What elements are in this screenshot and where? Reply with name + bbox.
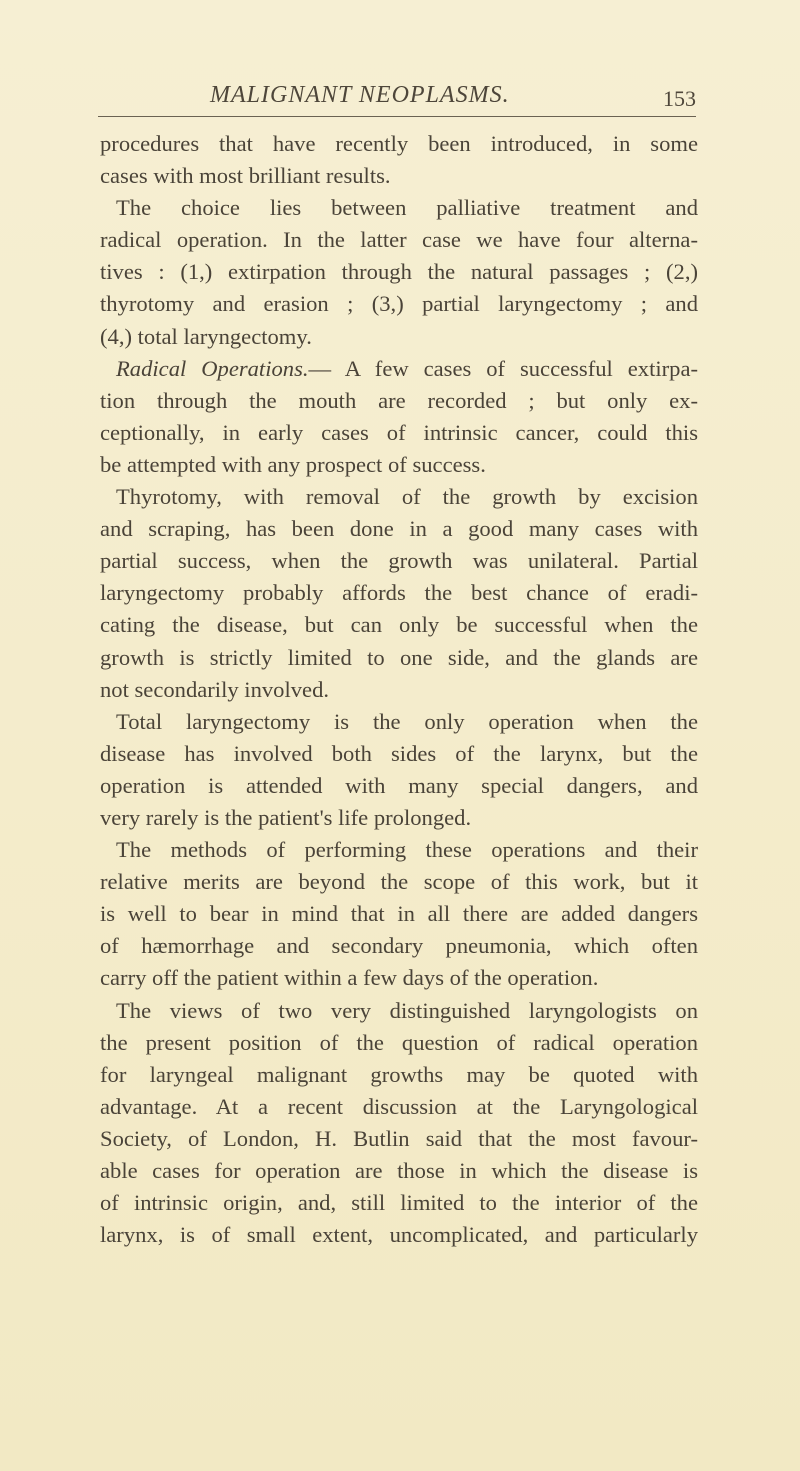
text-line: procedures that have recently been introduced, in some	[100, 131, 698, 156]
text-line: Total laryngectomy is the only operation when the	[116, 708, 698, 734]
text-line: (4,) total laryngectomy.	[100, 323, 312, 349]
text-line: Society, of London, H. Butlin said that the most favour-	[100, 1125, 698, 1151]
text-line: larynx, is of small extent, uncomplicated, and particularly	[100, 1222, 698, 1248]
text-line: disease has involved both sides of the larynx, but the	[100, 740, 698, 766]
text-line: not secondarily involved.	[100, 676, 330, 702]
text-line: ceptionally, in early cases of intrinsic cancer, could this	[100, 419, 698, 445]
header-rule	[98, 116, 696, 117]
text-line: and scraping, has been done in a good many cases with	[100, 516, 698, 542]
text-line: able cases for operation are those in which the disease is	[100, 1158, 698, 1183]
text-line: The methods of performing these operations and their	[116, 837, 698, 863]
page-number: 153	[663, 86, 696, 111]
text-line: relative merits are beyond the scope of this work, but it	[100, 869, 698, 895]
text-line: carry off the patient within a few days of the operation.	[100, 965, 599, 991]
text-line: the present position of the question of radical operation	[100, 1029, 698, 1055]
text-line: growth is strictly limited to one side, and the glands are	[100, 644, 698, 670]
text-line: partial success, when the growth was unilateral. Partial	[100, 548, 698, 574]
text-line: operation is attended with many special dangers, and	[100, 772, 698, 798]
text-line: tives : (1,) extirpation through the natural passages ; (2,)	[100, 259, 698, 285]
section-heading: Radical Operations.	[116, 355, 309, 381]
text-line: cating the disease, but can only be successful when the	[100, 612, 698, 638]
text-line: radical operation. In the latter case we have four alterna-	[100, 227, 698, 253]
text-line: of hæmorrhage and secondary pneumonia, which often	[100, 933, 698, 959]
text-line-rest: — A few cases of successful extirpa-	[308, 355, 698, 381]
text-line-with-heading	[100, 353, 698, 385]
text-line: of intrinsic origin, and, still limited to the interior of the	[100, 1190, 698, 1216]
text-line: is well to bear in mind that in all there are added dangers	[100, 901, 698, 927]
text-line: be attempted with any prospect of success.	[100, 451, 486, 477]
text-line: tion through the mouth are recorded ; but only ex-	[100, 387, 698, 413]
page-header	[98, 82, 696, 110]
text-line: The views of two very distinguished laryngologists on	[116, 997, 698, 1023]
text-line: very rarely is the patient's life prolonged.	[100, 804, 472, 830]
text-line: thyrotomy and erasion ; (3,) partial laryngectomy ; and	[100, 291, 698, 317]
text-line: laryngectomy probably affords the best chance of eradi-	[100, 580, 698, 606]
text-line: cases with most brilliant results.	[100, 163, 391, 189]
text-line: for laryngeal malignant growths may be quoted with	[100, 1061, 698, 1087]
text-line: The choice lies between palliative treatment and	[116, 195, 698, 221]
running-title: MALIGNANT NEOPLASMS.	[210, 82, 510, 108]
text-line: Thyrotomy, with removal of the growth by excision	[116, 484, 698, 510]
body-text	[100, 128, 698, 1251]
text-line: advantage. At a recent discussion at the Laryngological	[100, 1093, 698, 1119]
